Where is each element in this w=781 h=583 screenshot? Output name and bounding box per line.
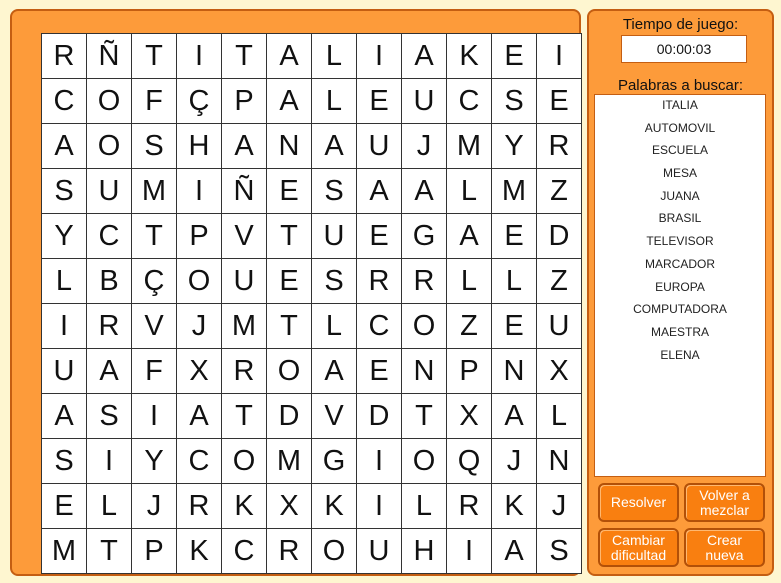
- grid-cell[interactable]: O: [267, 349, 312, 394]
- letter-grid[interactable]: [41, 33, 582, 574]
- grid-cell[interactable]: V: [132, 304, 177, 349]
- grid-cell[interactable]: I: [177, 34, 222, 79]
- reshuffle-button[interactable]: Volver a mezclar: [684, 483, 765, 522]
- grid-cell[interactable]: R: [537, 124, 582, 169]
- grid-cell[interactable]: V: [312, 394, 357, 439]
- grid-cell[interactable]: A: [87, 349, 132, 394]
- grid-cell[interactable]: A: [447, 214, 492, 259]
- grid-cell[interactable]: C: [222, 529, 267, 574]
- grid-cell[interactable]: H: [402, 529, 447, 574]
- grid-cell[interactable]: T: [267, 214, 312, 259]
- grid-cell[interactable]: N: [402, 349, 447, 394]
- grid-cell[interactable]: T: [222, 394, 267, 439]
- grid-cell[interactable]: A: [312, 349, 357, 394]
- grid-cell[interactable]: C: [447, 79, 492, 124]
- grid-cell[interactable]: I: [132, 394, 177, 439]
- grid-cell[interactable]: I: [447, 529, 492, 574]
- grid-cell[interactable]: S: [537, 529, 582, 574]
- grid-cell[interactable]: P: [177, 214, 222, 259]
- word-list: [594, 94, 766, 477]
- grid-cell[interactable]: Ç: [132, 259, 177, 304]
- grid-cell[interactable]: E: [537, 79, 582, 124]
- grid-cell[interactable]: S: [312, 169, 357, 214]
- grid-cell[interactable]: J: [537, 484, 582, 529]
- grid-cell[interactable]: P: [447, 349, 492, 394]
- grid-cell[interactable]: I: [357, 34, 402, 79]
- grid-cell[interactable]: M: [222, 304, 267, 349]
- grid-cell[interactable]: I: [42, 304, 87, 349]
- grid-cell[interactable]: L: [87, 484, 132, 529]
- grid-cell[interactable]: A: [222, 124, 267, 169]
- grid-cell[interactable]: S: [312, 259, 357, 304]
- grid-cell[interactable]: M: [267, 439, 312, 484]
- grid-cell[interactable]: A: [42, 124, 87, 169]
- grid-cell[interactable]: E: [267, 259, 312, 304]
- grid-cell[interactable]: L: [312, 34, 357, 79]
- word-item: BRASIL: [658, 211, 702, 226]
- grid-cell[interactable]: U: [42, 349, 87, 394]
- grid-cell[interactable]: O: [402, 304, 447, 349]
- grid-cell[interactable]: U: [357, 124, 402, 169]
- grid-cell[interactable]: J: [132, 484, 177, 529]
- grid-cell[interactable]: P: [222, 79, 267, 124]
- grid-cell[interactable]: R: [267, 529, 312, 574]
- grid-cell[interactable]: L: [447, 169, 492, 214]
- grid-cell[interactable]: I: [537, 34, 582, 79]
- word-item: EUROPA: [655, 279, 705, 294]
- timer-label: Tiempo de juego:: [622, 16, 739, 33]
- grid-cell[interactable]: L: [492, 259, 537, 304]
- grid-cell[interactable]: M: [42, 529, 87, 574]
- grid-cell[interactable]: A: [267, 34, 312, 79]
- grid-cell[interactable]: E: [492, 304, 537, 349]
- grid-cell[interactable]: U: [312, 214, 357, 259]
- word-item: ELENA: [660, 347, 700, 362]
- grid-cell[interactable]: K: [447, 34, 492, 79]
- grid-cell[interactable]: J: [402, 124, 447, 169]
- grid-cell[interactable]: S: [492, 79, 537, 124]
- word-item: ITALIA: [662, 98, 698, 112]
- grid-cell[interactable]: M: [447, 124, 492, 169]
- grid-cell[interactable]: T: [87, 529, 132, 574]
- grid-cell[interactable]: I: [177, 169, 222, 214]
- grid-cell[interactable]: R: [87, 304, 132, 349]
- grid-cell[interactable]: O: [312, 529, 357, 574]
- grid-cell[interactable]: O: [402, 439, 447, 484]
- grid-cell[interactable]: I: [87, 439, 132, 484]
- grid-cell[interactable]: L: [447, 259, 492, 304]
- grid-cell[interactable]: F: [132, 349, 177, 394]
- grid-cell[interactable]: B: [87, 259, 132, 304]
- grid-cell[interactable]: O: [177, 259, 222, 304]
- grid-cell[interactable]: E: [357, 214, 402, 259]
- grid-cell[interactable]: E: [492, 214, 537, 259]
- grid-cell[interactable]: S: [42, 169, 87, 214]
- grid-cell[interactable]: G: [312, 439, 357, 484]
- grid-cell[interactable]: O: [87, 124, 132, 169]
- create-new-button[interactable]: Crear nueva: [684, 528, 765, 567]
- words-label: Palabras a buscar:: [617, 77, 744, 94]
- grid-cell[interactable]: A: [42, 394, 87, 439]
- grid-cell[interactable]: C: [177, 439, 222, 484]
- grid-cell[interactable]: M: [492, 169, 537, 214]
- grid-cell[interactable]: N: [537, 439, 582, 484]
- grid-cell[interactable]: T: [222, 34, 267, 79]
- grid-cell[interactable]: E: [42, 484, 87, 529]
- grid-cell[interactable]: U: [537, 304, 582, 349]
- grid-cell[interactable]: A: [402, 169, 447, 214]
- grid-cell[interactable]: S: [87, 394, 132, 439]
- side-panel: [587, 9, 774, 576]
- grid-cell[interactable]: K: [312, 484, 357, 529]
- grid-cell[interactable]: P: [132, 529, 177, 574]
- grid-cell[interactable]: R: [447, 484, 492, 529]
- grid-cell[interactable]: C: [87, 214, 132, 259]
- grid-cell[interactable]: O: [87, 79, 132, 124]
- grid-cell[interactable]: E: [357, 79, 402, 124]
- grid-cell[interactable]: U: [357, 529, 402, 574]
- grid-cell[interactable]: M: [132, 169, 177, 214]
- grid-cell[interactable]: K: [222, 484, 267, 529]
- grid-cell[interactable]: J: [492, 439, 537, 484]
- grid-cell[interactable]: Q: [447, 439, 492, 484]
- grid-cell[interactable]: Y: [42, 214, 87, 259]
- word-item: TELEVISOR: [646, 234, 714, 249]
- word-item: COMPUTADORA: [633, 302, 727, 317]
- grid-cell[interactable]: R: [357, 259, 402, 304]
- grid-cell[interactable]: U: [222, 259, 267, 304]
- grid-cell[interactable]: R: [177, 484, 222, 529]
- grid-cell[interactable]: Ñ: [222, 169, 267, 214]
- change-difficulty-button[interactable]: Cambiar dificultad: [598, 528, 679, 567]
- grid-cell[interactable]: Z: [537, 169, 582, 214]
- grid-cell[interactable]: T: [132, 214, 177, 259]
- grid-cell[interactable]: A: [402, 34, 447, 79]
- grid-cell[interactable]: C: [357, 304, 402, 349]
- grid-cell[interactable]: R: [42, 34, 87, 79]
- grid-cell[interactable]: A: [492, 394, 537, 439]
- grid-cell[interactable]: A: [267, 79, 312, 124]
- grid-cell[interactable]: A: [357, 169, 402, 214]
- grid-cell[interactable]: A: [312, 124, 357, 169]
- word-item: MARCADOR: [644, 256, 715, 271]
- grid-cell[interactable]: H: [177, 124, 222, 169]
- grid-cell[interactable]: C: [42, 79, 87, 124]
- grid-cell[interactable]: I: [357, 439, 402, 484]
- grid-cell[interactable]: L: [42, 259, 87, 304]
- grid-cell[interactable]: D: [537, 214, 582, 259]
- grid-cell[interactable]: S: [132, 124, 177, 169]
- grid-cell[interactable]: V: [222, 214, 267, 259]
- word-item: JUANA: [660, 188, 700, 203]
- grid-cell[interactable]: U: [402, 79, 447, 124]
- grid-cell[interactable]: T: [402, 394, 447, 439]
- grid-cell[interactable]: R: [222, 349, 267, 394]
- grid-cell[interactable]: Y: [132, 439, 177, 484]
- grid-cell[interactable]: X: [267, 484, 312, 529]
- grid-cell[interactable]: E: [357, 349, 402, 394]
- solve-button[interactable]: Resolver: [598, 483, 679, 522]
- grid-cell[interactable]: L: [402, 484, 447, 529]
- grid-cell[interactable]: T: [267, 304, 312, 349]
- grid-cell[interactable]: R: [402, 259, 447, 304]
- grid-cell[interactable]: U: [87, 169, 132, 214]
- grid-cell[interactable]: O: [222, 439, 267, 484]
- grid-cell[interactable]: G: [402, 214, 447, 259]
- timer-display: 00:00:03: [621, 35, 747, 63]
- grid-cell[interactable]: D: [357, 394, 402, 439]
- grid-cell[interactable]: S: [42, 439, 87, 484]
- grid-cell[interactable]: N: [267, 124, 312, 169]
- word-item: MESA: [662, 166, 697, 181]
- grid-cell[interactable]: K: [492, 484, 537, 529]
- grid-cell[interactable]: L: [312, 79, 357, 124]
- word-item: MAESTRA: [650, 324, 709, 339]
- grid-cell[interactable]: E: [492, 34, 537, 79]
- grid-cell[interactable]: L: [537, 394, 582, 439]
- grid-cell[interactable]: X: [447, 394, 492, 439]
- grid-cell[interactable]: L: [312, 304, 357, 349]
- grid-cell[interactable]: Y: [492, 124, 537, 169]
- grid-cell[interactable]: A: [492, 529, 537, 574]
- grid-cell[interactable]: D: [267, 394, 312, 439]
- word-item: ESCUELA: [651, 143, 709, 158]
- grid-cell[interactable]: Z: [537, 259, 582, 304]
- board-panel: [10, 9, 581, 576]
- word-item: AUTOMOVIL: [644, 120, 716, 135]
- grid-cell[interactable]: X: [177, 349, 222, 394]
- grid-cell[interactable]: Ñ: [87, 34, 132, 79]
- grid-cell[interactable]: Z: [447, 304, 492, 349]
- grid-cell[interactable]: Ç: [177, 79, 222, 124]
- grid-cell[interactable]: K: [177, 529, 222, 574]
- grid-cell[interactable]: E: [267, 169, 312, 214]
- grid-cell[interactable]: T: [132, 34, 177, 79]
- grid-cell[interactable]: A: [177, 394, 222, 439]
- grid-cell[interactable]: N: [492, 349, 537, 394]
- grid-cell[interactable]: J: [177, 304, 222, 349]
- grid-cell[interactable]: I: [357, 484, 402, 529]
- grid-cell[interactable]: F: [132, 79, 177, 124]
- grid-cell[interactable]: X: [537, 349, 582, 394]
